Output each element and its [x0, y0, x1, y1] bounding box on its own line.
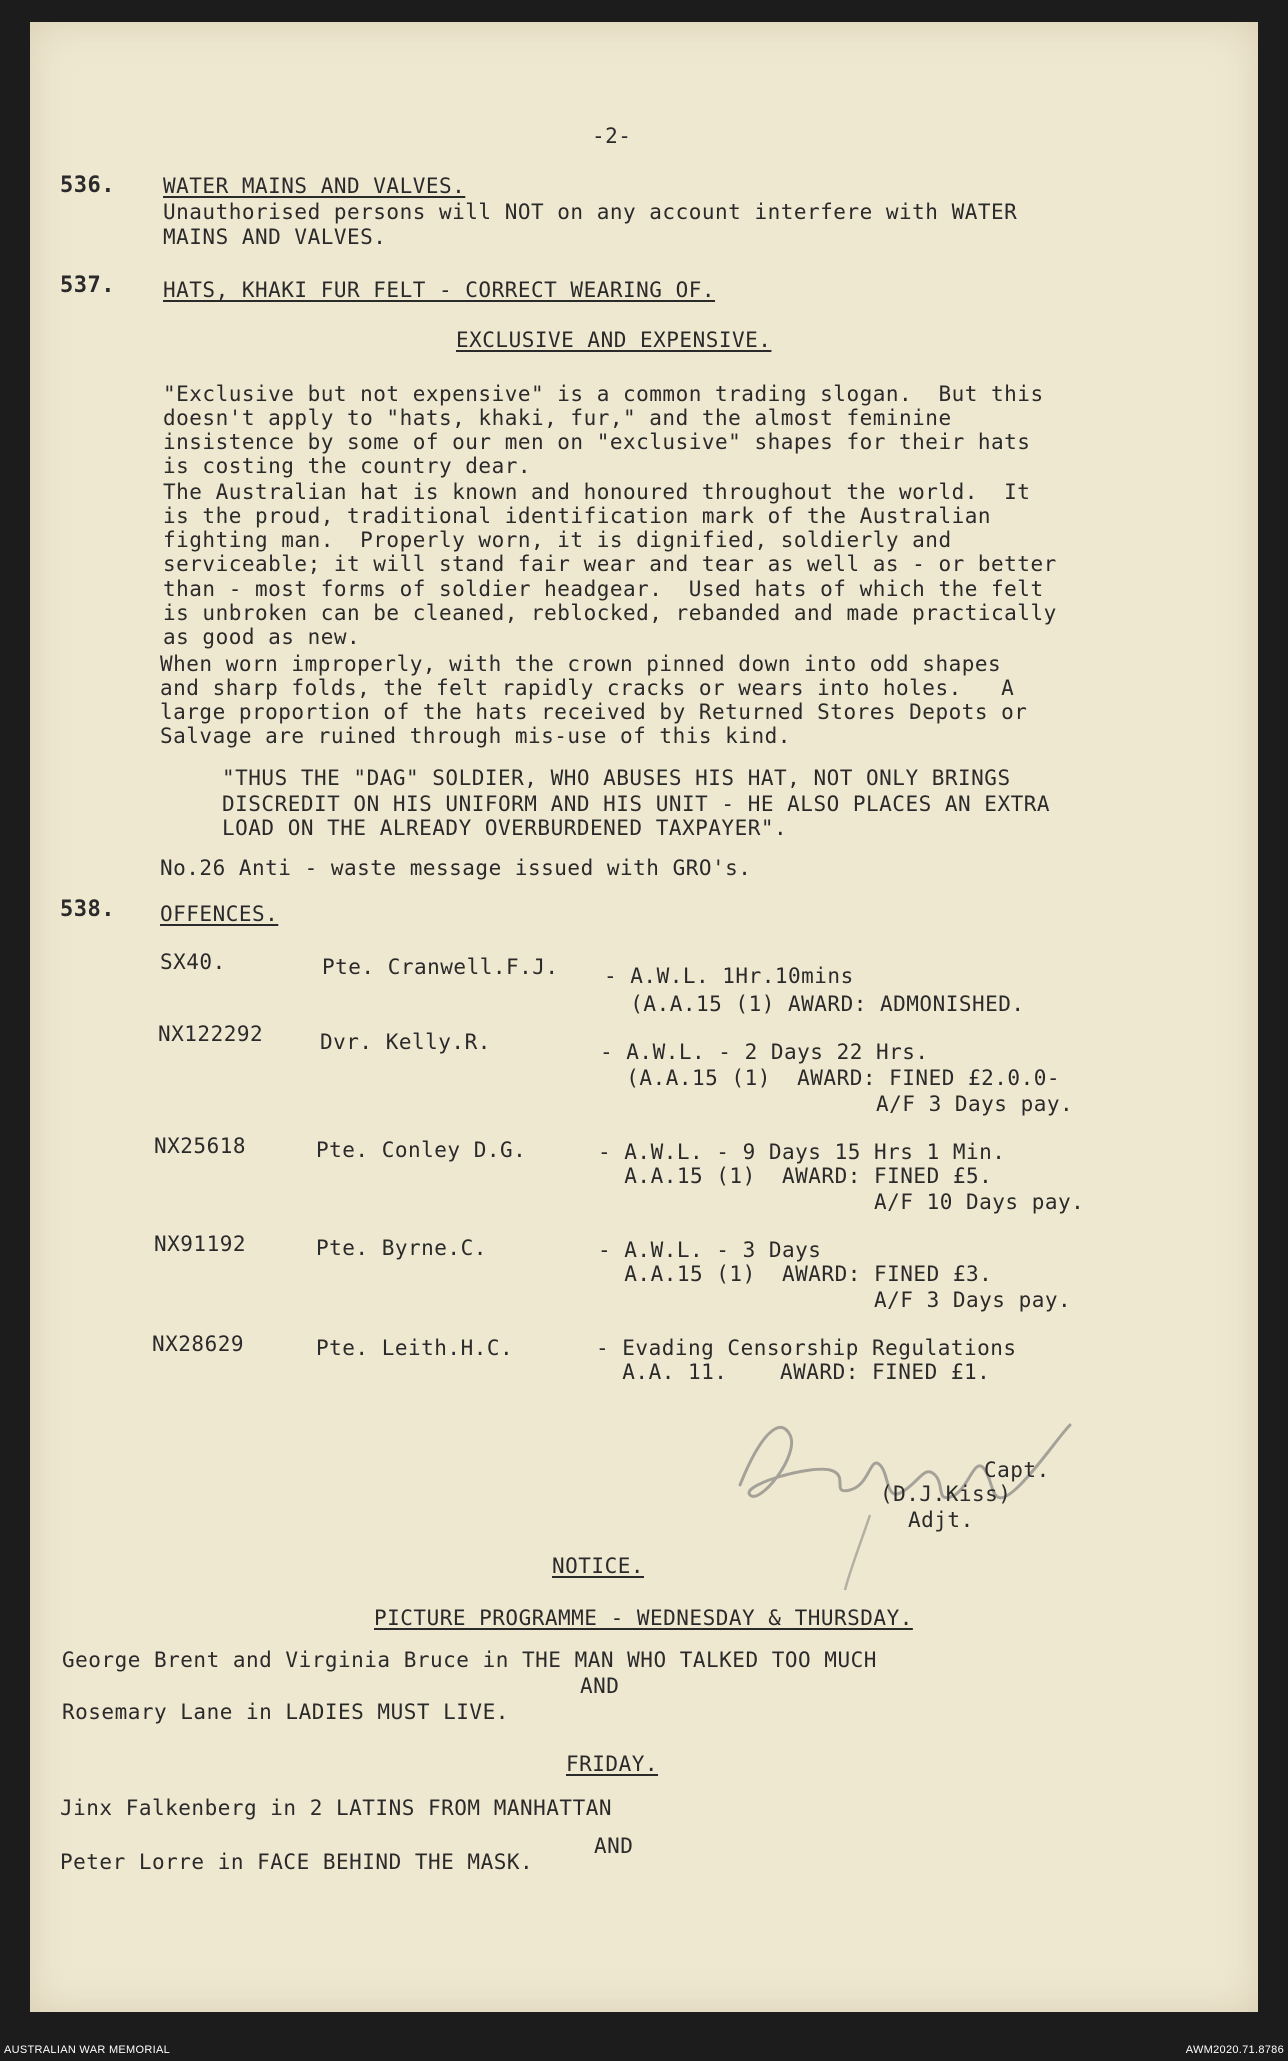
programme-and: AND	[580, 1674, 620, 1698]
item-537-quote-line: "THUS THE "DAG" SOLDIER, WHO ABUSES HIS HAT, NOT ONLY BRINGS	[222, 766, 1011, 790]
offence-name: Pte. Byrne.C.	[316, 1236, 487, 1260]
item-537-body-line: The Australian hat is known and honoured throughout the world. It	[163, 480, 1031, 504]
item-537-body-line: large proportion of the hats received by Returned Stores Depots or	[160, 700, 1028, 724]
offence-service-number: NX91192	[154, 1232, 247, 1256]
offence-name: Dvr. Kelly.R.	[320, 1030, 491, 1054]
offence-detail-line: A/F 3 Days pay.	[598, 1288, 1072, 1312]
picture-programme-title: PICTURE PROGRAMME - WEDNESDAY & THURSDAY.	[374, 1606, 913, 1630]
offence-detail-line: - A.W.L. - 3 Days	[598, 1238, 822, 1262]
offence-detail-line: A.A.15 (1) AWARD: FINED £5.	[598, 1164, 993, 1188]
offence-detail-line: A.A. 11. AWARD: FINED £1.	[596, 1360, 991, 1384]
offence-detail-line: (A.A.15 (1) AWARD: ADMONISHED.	[604, 992, 1025, 1016]
offence-service-number: NX28629	[152, 1332, 245, 1356]
offence-detail-line: A/F 10 Days pay.	[598, 1190, 1085, 1214]
notice-title: NOTICE.	[552, 1554, 645, 1578]
page-number: -2-	[592, 124, 632, 148]
programme-line: Peter Lorre in FACE BEHIND THE MASK.	[60, 1850, 534, 1874]
offence-detail-line: (A.A.15 (1) AWARD: FINED £2.0.0-	[600, 1066, 1061, 1090]
signature-name: (D.J.Kiss)	[880, 1482, 1012, 1506]
programme-line: Jinx Falkenberg in 2 LATINS FROM MANHATTAN	[60, 1796, 613, 1820]
offence-service-number: NX25618	[154, 1134, 247, 1158]
item-537-body-line: serviceable; it will stand fair wear and tear as well as - or better	[163, 552, 1057, 576]
programme-line: George Brent and Virginia Bruce in THE MAN WHO TALKED TOO MUCH	[62, 1648, 877, 1672]
item-537-body-line: When worn improperly, with the crown pinned down into odd shapes	[160, 652, 1002, 676]
offence-detail-line: A.A.15 (1) AWARD: FINED £3.	[598, 1262, 993, 1286]
friday-heading: FRIDAY.	[566, 1752, 659, 1776]
programme-and: AND	[594, 1834, 634, 1858]
offence-service-number: SX40.	[160, 950, 226, 974]
item-537-body-line: than - most forms of soldier headgear. Used hats of which the felt	[163, 577, 1044, 601]
offence-name: Pte. Cranwell.F.J.	[322, 955, 559, 979]
item-536-body-line: MAINS AND VALVES.	[163, 225, 387, 249]
item-537-body-line: "Exclusive but not expensive" is a common trading slogan. But this	[163, 382, 1044, 406]
item-537-note: No.26 Anti - waste message issued with GRO's.	[160, 856, 752, 880]
offence-service-number: NX122292	[158, 1022, 264, 1046]
item-538-number: 538.	[60, 897, 115, 922]
item-537-body-line: is the proud, traditional identification mark of the Australian	[163, 504, 992, 528]
offence-name: Pte. Leith.H.C.	[316, 1336, 514, 1360]
offence-detail-line: A/F 3 Days pay.	[600, 1092, 1074, 1116]
footer-accession-number: AWM2020.71.8786	[1185, 2044, 1284, 2056]
item-537-quote-line: LOAD ON THE ALREADY OVERBURDENED TAXPAYER".	[222, 816, 788, 840]
item-536-heading: WATER MAINS AND VALVES.	[163, 174, 466, 198]
programme-line: Rosemary Lane in LADIES MUST LIVE.	[62, 1700, 509, 1724]
item-537-number: 537.	[60, 273, 115, 298]
item-537-body-line: is costing the country dear.	[163, 454, 532, 478]
offence-detail-line: - A.W.L. 1Hr.10mins	[604, 964, 854, 988]
item-537-body-line: fighting man. Properly worn, it is dignified, soldierly and	[163, 528, 952, 552]
item-537-body-line: as good as new.	[163, 625, 361, 649]
item-537-body-line: and sharp folds, the felt rapidly cracks or wears into holes. A	[160, 676, 1015, 700]
signature-rank: Capt.	[984, 1458, 1050, 1482]
item-536-body-line: Unauthorised persons will NOT on any account interfere with WATER	[163, 200, 1018, 224]
item-537-subheading: EXCLUSIVE AND EXPENSIVE.	[456, 328, 772, 352]
signature-title: Adjt.	[908, 1508, 974, 1532]
footer-institution: AUSTRALIAN WAR MEMORIAL	[4, 2044, 171, 2056]
item-537-body-line: doesn't apply to "hats, khaki, fur," and the almost feminine	[163, 406, 952, 430]
item-537-quote-line: DISCREDIT ON HIS UNIFORM AND HIS UNIT - HE ALSO PLACES AN EXTRA	[222, 792, 1051, 816]
offence-detail-line: - Evading Censorship Regulations	[596, 1336, 1017, 1360]
item-537-body-line: insistence by some of our men on "exclusive" shapes for their hats	[163, 430, 1031, 454]
offence-name: Pte. Conley D.G.	[316, 1138, 527, 1162]
item-538-heading: OFFENCES.	[160, 902, 279, 926]
item-537-body-line: is unbroken can be cleaned, reblocked, rebanded and made practically	[163, 601, 1057, 625]
item-537-heading: HATS, KHAKI FUR FELT - CORRECT WEARING OF.	[163, 278, 716, 302]
offence-detail-line: - A.W.L. - 9 Days 15 Hrs 1 Min.	[598, 1140, 1006, 1164]
offence-detail-line: - A.W.L. - 2 Days 22 Hrs.	[600, 1040, 929, 1064]
item-537-body-line: Salvage are ruined through mis-use of this kind.	[160, 724, 791, 748]
item-536-number: 536.	[60, 173, 115, 198]
